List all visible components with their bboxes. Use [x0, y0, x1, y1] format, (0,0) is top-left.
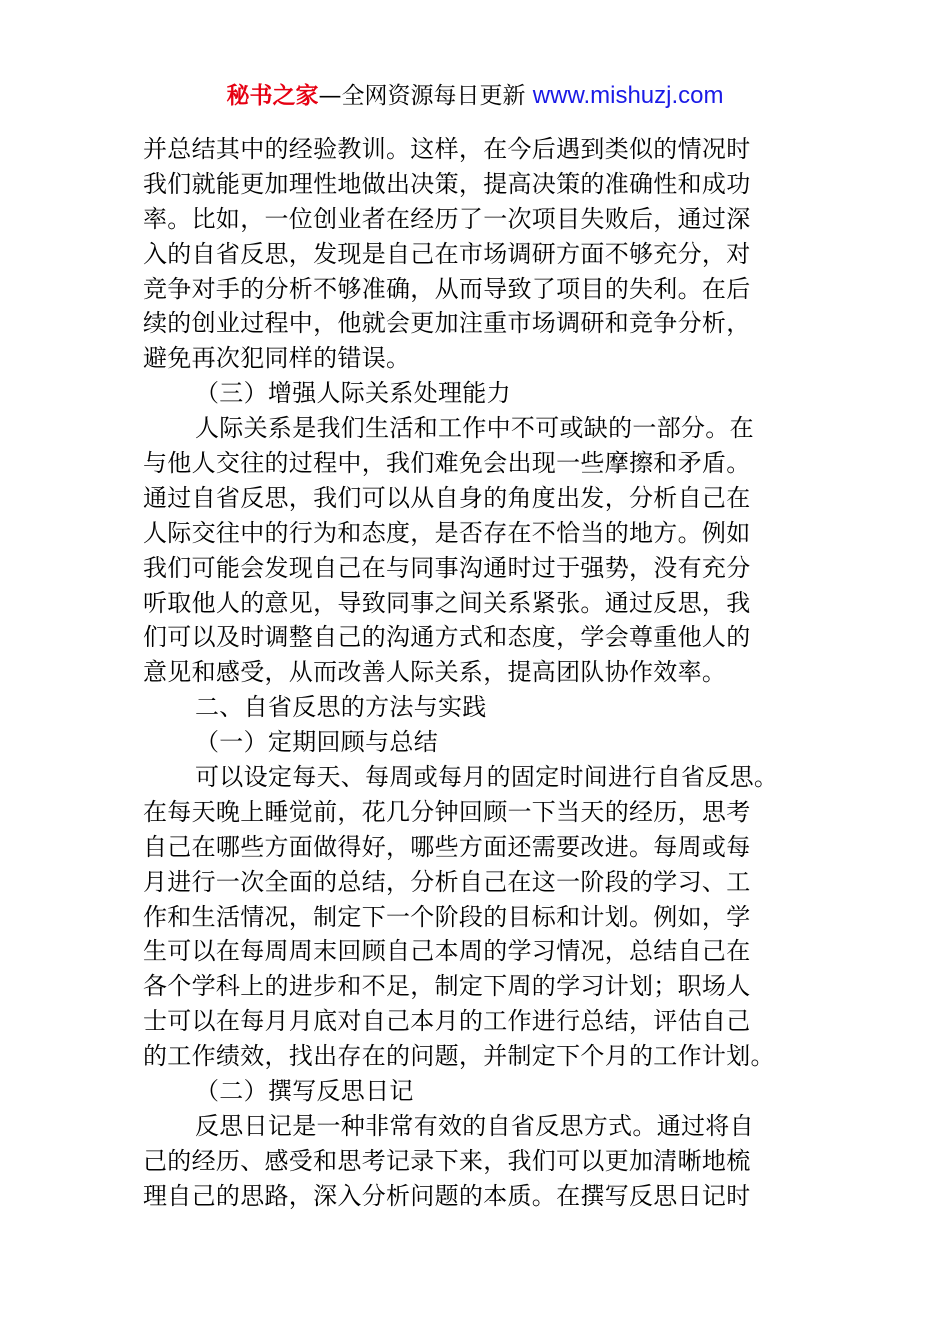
text-line: 在每天晚上睡觉前，花几分钟回顾一下当天的经历，思考 [143, 797, 751, 826]
text-line: 士可以在每月月底对自己本月的工作进行总结，评估自己 [143, 1007, 751, 1036]
site-header [0, 80, 950, 112]
text-line: 己的经历、感受和思考记录下来，我们可以更加清晰地梳 [143, 1146, 751, 1175]
text-line: 理自己的思路，深入分析问题的本质。在撰写反思日记时 [143, 1181, 751, 1210]
text-line: 反思日记是一种非常有效的自省反思方式。通过将自 [195, 1111, 754, 1140]
site-url-link[interactable]: www.mishuzj.com [532, 82, 724, 109]
text-line: 人际交往中的行为和态度，是否存在不恰当的地方。例如 [143, 518, 751, 547]
text-line: 避免再次犯同样的错误。 [143, 344, 411, 373]
text-line: 们可以及时调整自己的沟通方式和态度，学会尊重他人的 [143, 623, 751, 652]
text-line: 竞争对手的分析不够准确，从而导致了项目的失利。在后 [143, 274, 751, 303]
text-line: 率。比如，一位创业者在经历了一次项目失败后，通过深 [143, 204, 751, 233]
text-line: 并总结其中的经验教训。这样，在今后遇到类似的情况时 [143, 135, 751, 163]
document-body [143, 132, 813, 1214]
text-line: 生可以在每周周末回顾自己本周的学习情况，总结自己在 [143, 937, 751, 966]
text-line: 自己在哪些方面做得好，哪些方面还需要改进。每周或每 [143, 832, 751, 861]
text-line: 与他人交往的过程中，我们难免会出现一些摩擦和矛盾。 [143, 449, 751, 478]
text-line: 通过自省反思，我们可以从自身的角度出发，分析自己在 [143, 483, 751, 512]
brand-name: 秘书之家 [226, 83, 319, 109]
text-line: 入的自省反思，发现是自己在市场调研方面不够充分，对 [143, 239, 751, 268]
text-line: 作和生活情况，制定下一个阶段的目标和计划。例如，学 [143, 902, 751, 931]
chapter-heading: 二、自省反思的方法与实践 [195, 693, 487, 722]
text-line: 可以设定每天、每周或每月的固定时间进行自省反思。 [195, 763, 779, 792]
text-line: 的工作绩效，找出存在的问题，并制定下个月的工作计划。 [143, 1042, 775, 1071]
text-line: 意见和感受，从而改善人际关系，提高团队协作效率。 [143, 658, 727, 687]
section-heading: （三）增强人际关系处理能力 [195, 379, 511, 408]
text-line: 我们就能更加理性地做出决策，提高决策的准确性和成功 [143, 169, 751, 198]
section-heading: （一）定期回顾与总结 [195, 728, 438, 757]
text-line: 听取他人的意见，导致同事之间关系紧张。通过反思，我 [143, 588, 751, 617]
header-tagline: —全网资源每日更新 [318, 83, 526, 109]
section-heading: （二）撰写反思日记 [195, 1077, 414, 1106]
text-line: 续的创业过程中，他就会更加注重市场调研和竞争分析， [143, 309, 751, 338]
text-line: 月进行一次全面的总结，分析自己在这一阶段的学习、工 [143, 867, 751, 896]
text-line: 我们可能会发现自己在与同事沟通时过于强势，没有充分 [143, 553, 751, 582]
text-line: 各个学科上的进步和不足，制定下周的学习计划；职场人 [143, 972, 751, 1001]
text-line: 人际关系是我们生活和工作中不可或缺的一部分。在 [195, 414, 754, 443]
